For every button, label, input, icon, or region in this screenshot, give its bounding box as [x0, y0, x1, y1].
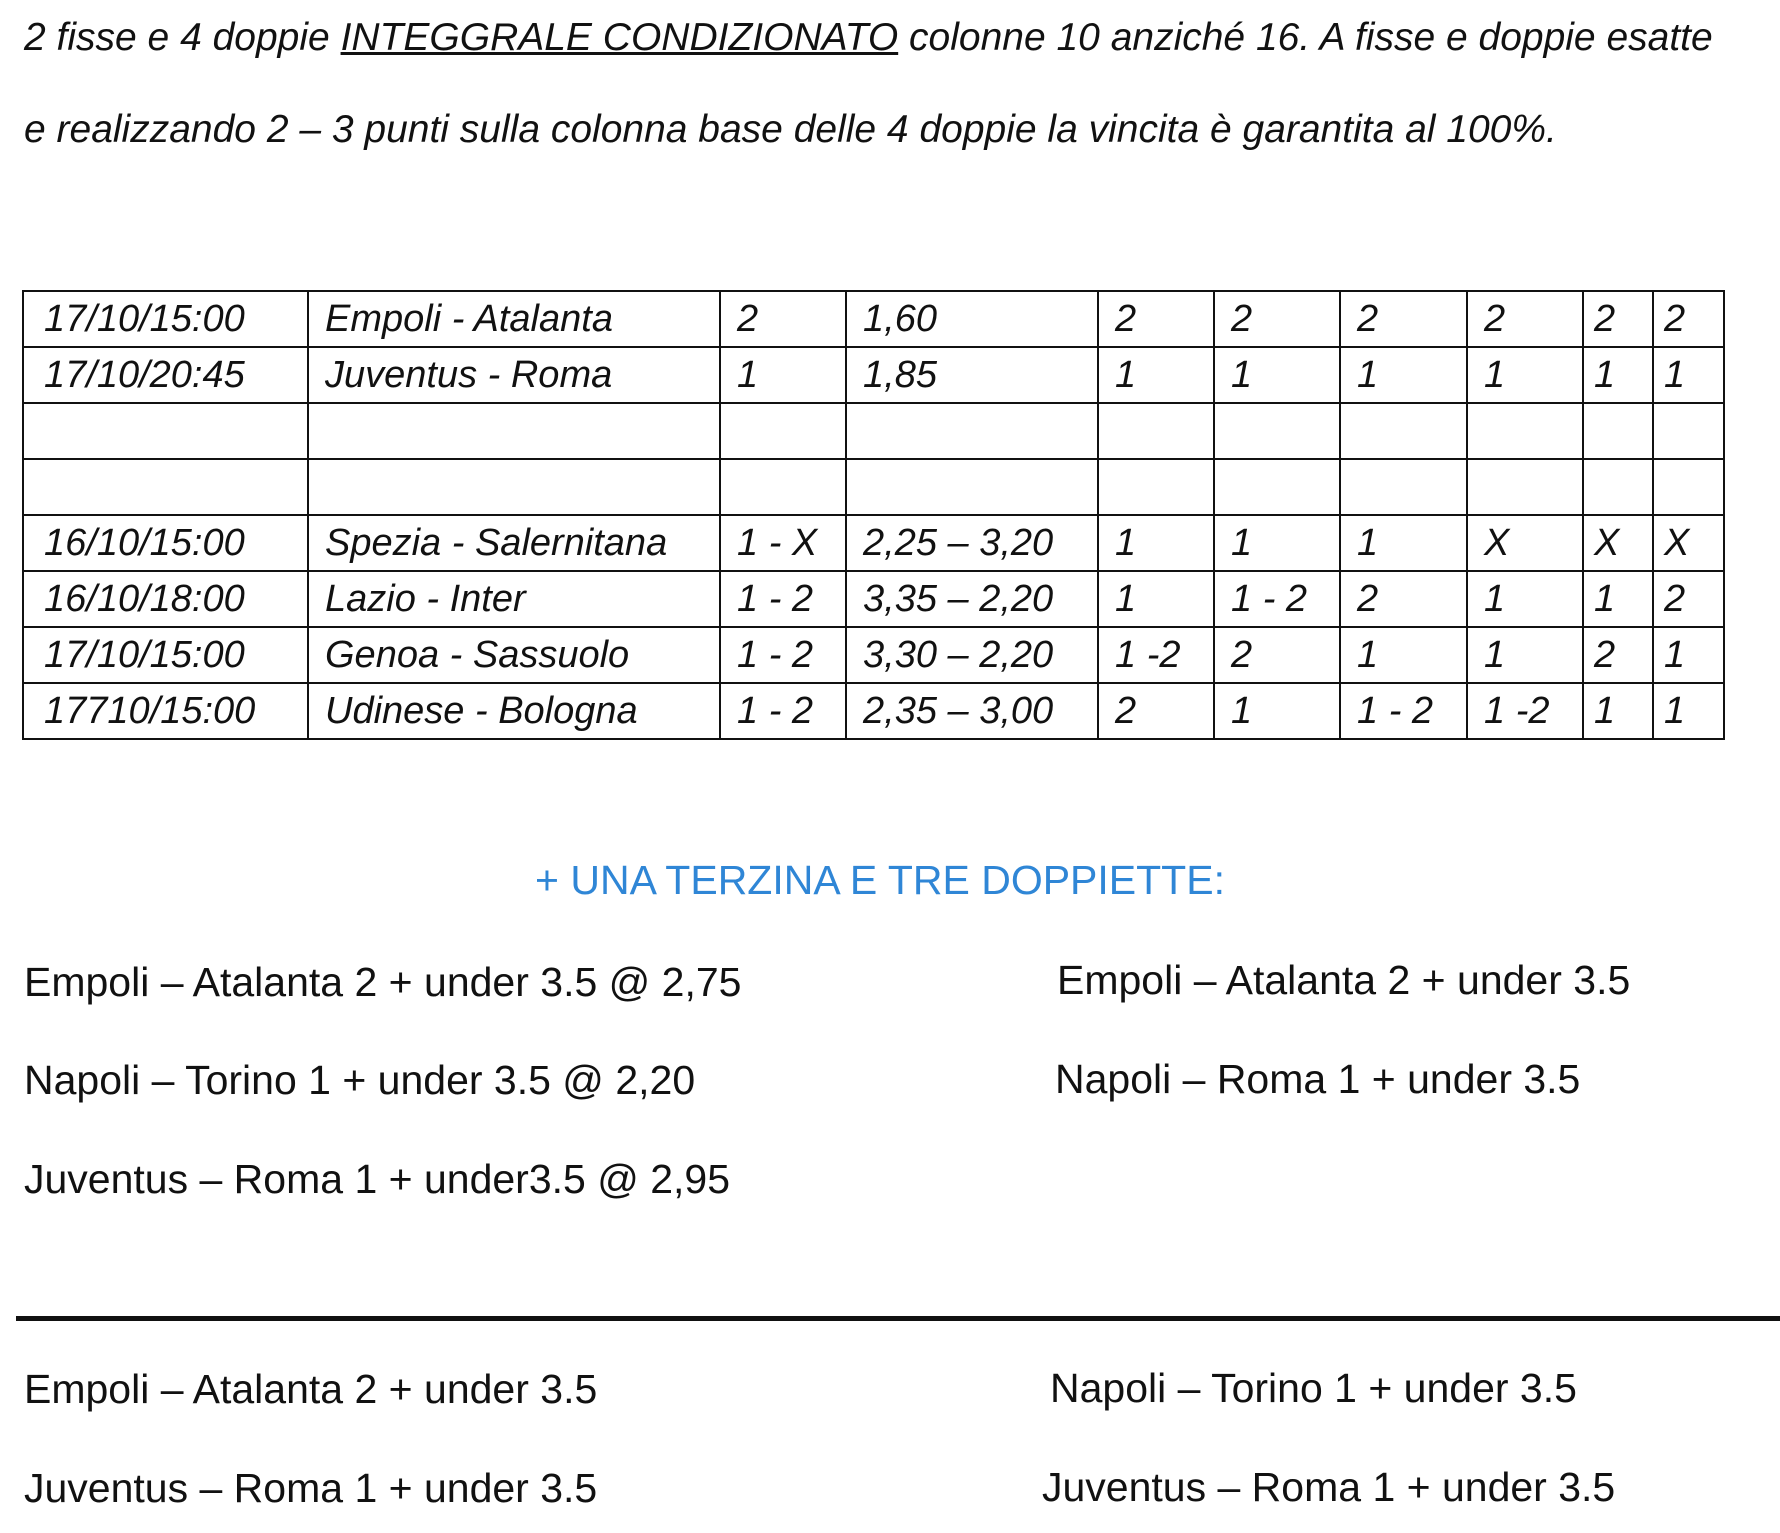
match-name-cell: Juventus - Roma — [308, 347, 720, 403]
doppietta-3-line-1: Napoli – Torino 1 + under 3.5 — [1050, 1365, 1577, 1411]
combination-column-cell: 1 — [1583, 571, 1653, 627]
terzina-line-1: Empoli – Atalanta 2 + under 3.5 @ 2,75 — [24, 959, 742, 1005]
combination-column-cell — [1467, 459, 1583, 515]
combination-column-cell — [1340, 403, 1467, 459]
combination-column-cell: 1 — [1467, 347, 1583, 403]
match-name-cell — [308, 403, 720, 459]
pick-cell: 2 — [720, 291, 846, 347]
combination-column-cell — [1583, 459, 1653, 515]
odds-cell: 1,85 — [846, 347, 1098, 403]
match-name-cell — [308, 459, 720, 515]
combination-column-cell — [1098, 459, 1214, 515]
combination-column-cell — [1340, 459, 1467, 515]
combination-column-cell: 2 — [1098, 683, 1214, 739]
bet-table-body — [23, 291, 1724, 739]
combination-column-cell: 2 — [1583, 627, 1653, 683]
intro-underlined-text: INTEGGRALE CONDIZIONATO — [340, 16, 899, 59]
combination-column-cell: 2 — [1340, 291, 1467, 347]
match-name-cell: Empoli - Atalanta — [308, 291, 720, 347]
bet-table — [22, 290, 1725, 740]
table-row — [23, 403, 1724, 459]
match-date-cell — [23, 403, 308, 459]
match-name-cell: Lazio - Inter — [308, 571, 720, 627]
doppietta-2-line-2: Juventus – Roma 1 + under 3.5 — [24, 1465, 598, 1511]
combination-column-cell: 1 — [1340, 515, 1467, 571]
table-row — [23, 571, 1724, 627]
combination-column-cell: 1 — [1098, 571, 1214, 627]
odds-cell: 3,30 – 2,20 — [846, 627, 1098, 683]
combination-column-cell: 2 — [1653, 291, 1724, 347]
table-row — [23, 627, 1724, 683]
odds-cell — [846, 403, 1098, 459]
combination-column-cell: 2 — [1340, 571, 1467, 627]
table-row — [23, 347, 1724, 403]
table-row — [23, 459, 1724, 515]
intro-line-1 — [24, 14, 1764, 62]
combination-column-cell: 1 — [1653, 627, 1724, 683]
combination-column-cell: 1 — [1467, 627, 1583, 683]
odds-cell: 2,35 – 3,00 — [846, 683, 1098, 739]
pick-cell: 1 - 2 — [720, 683, 846, 739]
combination-column-cell — [1098, 403, 1214, 459]
combination-column-cell — [1583, 403, 1653, 459]
doppietta-3-line-2: Juventus – Roma 1 + under 3.5 — [1042, 1464, 1616, 1510]
match-date-cell: 17/10/20:45 — [23, 347, 308, 403]
match-date-cell: 17710/15:00 — [23, 683, 308, 739]
pick-cell: 1 - X — [720, 515, 846, 571]
combination-column-cell: 1 — [1583, 683, 1653, 739]
combination-column-cell: 1 — [1098, 347, 1214, 403]
combination-column-cell: X — [1653, 515, 1724, 571]
table-row — [23, 515, 1724, 571]
combination-column-cell: 1 — [1340, 627, 1467, 683]
combination-column-cell — [1653, 403, 1724, 459]
pick-cell — [720, 403, 846, 459]
combination-column-cell: 1 — [1214, 683, 1340, 739]
combination-column-cell: 1 -2 — [1098, 627, 1214, 683]
doppietta-1-line-2: Napoli – Roma 1 + under 3.5 — [1055, 1056, 1581, 1102]
combination-column-cell: X — [1467, 515, 1583, 571]
match-date-cell — [23, 459, 308, 515]
match-name-cell: Genoa - Sassuolo — [308, 627, 720, 683]
table-row — [23, 683, 1724, 739]
combination-column-cell: 1 — [1653, 347, 1724, 403]
pick-cell: 1 - 2 — [720, 627, 846, 683]
combination-column-cell: 2 — [1653, 571, 1724, 627]
table-row — [23, 291, 1724, 347]
odds-cell: 3,35 – 2,20 — [846, 571, 1098, 627]
odds-cell: 1,60 — [846, 291, 1098, 347]
doppietta-1-line-1: Empoli – Atalanta 2 + under 3.5 — [1057, 957, 1631, 1003]
combination-column-cell: 1 — [1653, 683, 1724, 739]
terzina-line-3: Juventus – Roma 1 + under3.5 @ 2,95 — [24, 1156, 731, 1202]
pick-cell: 1 — [720, 347, 846, 403]
combination-column-cell: 1 - 2 — [1340, 683, 1467, 739]
match-date-cell: 16/10/15:00 — [23, 515, 308, 571]
intro-text: colonne 10 anziché 16. A fisse e doppie esatte — [898, 16, 1713, 59]
combination-column-cell: 1 — [1214, 515, 1340, 571]
match-date-cell: 16/10/18:00 — [23, 571, 308, 627]
combination-column-cell: 1 — [1340, 347, 1467, 403]
match-name-cell: Udinese - Bologna — [308, 683, 720, 739]
combination-column-cell: 1 — [1214, 347, 1340, 403]
combination-column-cell — [1653, 459, 1724, 515]
combination-column-cell: X — [1583, 515, 1653, 571]
divider-line — [16, 1316, 1780, 1321]
combination-column-cell: 2 — [1583, 291, 1653, 347]
combination-column-cell: 2 — [1214, 627, 1340, 683]
odds-cell: 2,25 – 3,20 — [846, 515, 1098, 571]
combination-column-cell: 1 — [1098, 515, 1214, 571]
combination-column-cell — [1467, 403, 1583, 459]
match-date-cell: 17/10/15:00 — [23, 291, 308, 347]
combination-column-cell: 2 — [1098, 291, 1214, 347]
match-name-cell: Spezia - Salernitana — [308, 515, 720, 571]
pick-cell: 1 - 2 — [720, 571, 846, 627]
combination-column-cell: 1 — [1583, 347, 1653, 403]
odds-cell — [846, 459, 1098, 515]
terzina-line-2: Napoli – Torino 1 + under 3.5 @ 2,20 — [24, 1057, 696, 1103]
section-title: + UNA TERZINA E TRE DOPPIETTE: — [535, 857, 1225, 903]
pick-cell — [720, 459, 846, 515]
combination-column-cell — [1214, 403, 1340, 459]
combination-column-cell: 1 — [1467, 571, 1583, 627]
combination-column-cell: 1 - 2 — [1214, 571, 1340, 627]
doppietta-2-line-1: Empoli – Atalanta 2 + under 3.5 — [24, 1366, 598, 1412]
intro-line-2: e realizzando 2 – 3 punti sulla colonna base delle 4 doppie la vincita è garantita al 100%. — [24, 108, 1557, 151]
combination-column-cell — [1214, 459, 1340, 515]
match-date-cell: 17/10/15:00 — [23, 627, 308, 683]
combination-column-cell: 1 -2 — [1467, 683, 1583, 739]
intro-text: 2 fisse e 4 doppie — [24, 16, 341, 59]
combination-column-cell: 2 — [1467, 291, 1583, 347]
combination-column-cell: 2 — [1214, 291, 1340, 347]
